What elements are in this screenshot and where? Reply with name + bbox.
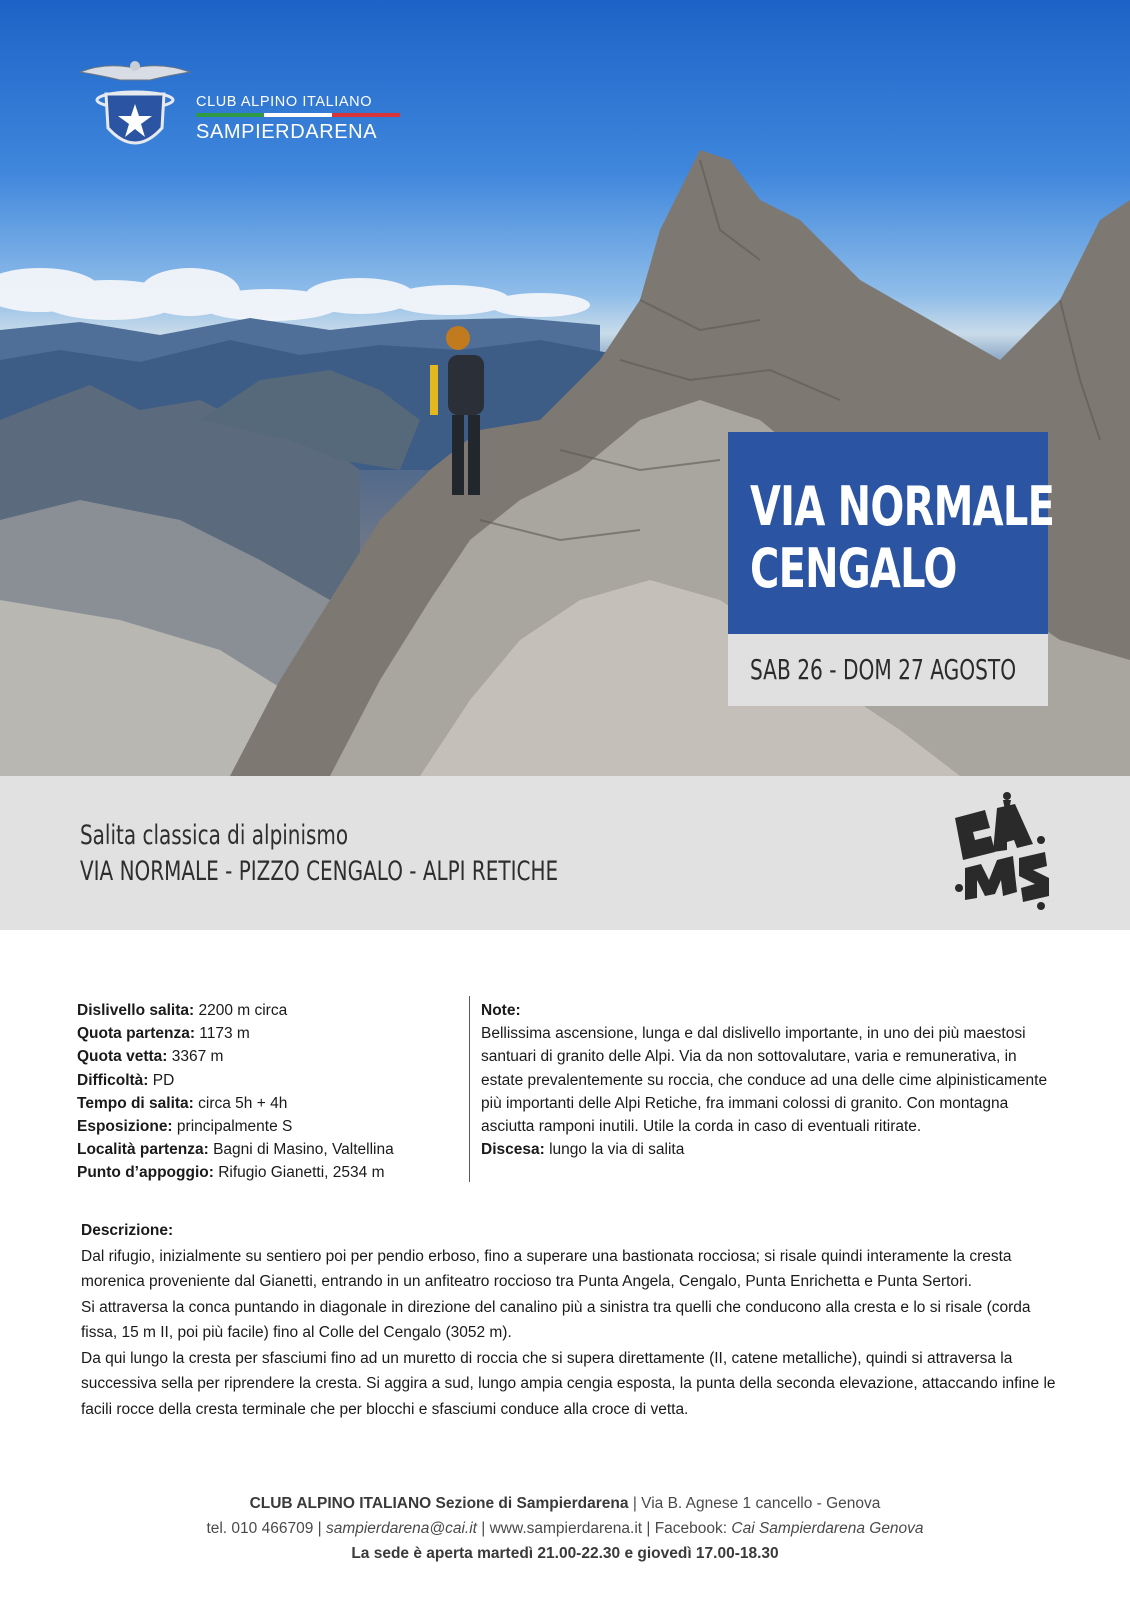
footer-phone: tel. 010 466709 [206, 1520, 314, 1537]
description-paragraph: Dal rifugio, inizialmente su sentiero poi per pendio erboso, fino a superare una bastionata rocciosa; si risale quindi interamente la cresta morenica proveniente dal Gianetti, entrando in un anfiteatro roccioso tra Punta Angela, Cengalo, Punta Enrichetta e Punta Sertori. [81, 1247, 1012, 1290]
detail-row [77, 1045, 457, 1068]
detail-label: Esposizione: [77, 1118, 173, 1136]
detail-row [77, 1022, 457, 1045]
route-name: VIA NORMALE - PIZZO CENGALO - ALPI RETICHE [80, 856, 559, 887]
detail-label: Quota partenza: [77, 1025, 195, 1043]
detail-label: Località partenza: [77, 1141, 209, 1159]
detail-row [77, 1115, 457, 1138]
footer-org: CLUB ALPINO ITALIANO Sezione di Sampierdarena [249, 1495, 629, 1512]
detail-value: principalmente S [172, 1118, 293, 1136]
detail-label: Quota vetta: [77, 1048, 168, 1066]
footer-opening-hours: La sede è aperta martedì 21.00-22.30 e giovedì 17.00-18.30 [351, 1545, 779, 1562]
detail-row [77, 1092, 457, 1115]
hero-photo [0, 0, 1130, 776]
footer: CLUB ALPINO ITALIANO Sezione di Sampierdarena | Via B. Agnese 1 cancello - Genova tel. 010 466709 | sampierdarena@cai.it | www.sampierdarena.it | Facebook: Cai Sampierdarena Genova La sede è aperta martedì 21.00-22.30 e giovedì 17.00-18.30 [206, 1495, 924, 1562]
detail-value: Rifugio Gianetti, 2534 m [213, 1164, 385, 1182]
notes-heading: Note: [481, 1002, 521, 1019]
trip-details [77, 999, 457, 1185]
column-divider [469, 996, 470, 1182]
event-title-line2: CENGALO [750, 537, 957, 600]
subtitle-band [0, 776, 1130, 930]
detail-row [77, 1138, 457, 1161]
detail-value: PD [148, 1071, 175, 1089]
logo-section-name: SAMPIERDARENA [196, 121, 378, 143]
detail-row [77, 1069, 457, 1092]
detail-value: circa 5h + 4h [193, 1094, 288, 1112]
notes-section [481, 999, 1051, 1161]
cai-logo [76, 58, 406, 168]
italian-flag-stripe [196, 113, 400, 117]
event-date-box [728, 634, 1048, 706]
footer-email-link[interactable]: sampierdarena@cai.it [325, 1520, 477, 1537]
logo-title: CLUB ALPINO ITALIANO [196, 94, 373, 110]
detail-label: Dislivello salita: [77, 1002, 195, 1019]
notes-text: Bellissima ascensione, lunga e dal dislivello importante, in uno dei più maestosi santuari di granito delle Alpi. Via da non sottovalutare, varia e remunerativa, in estate prevalentemente su roccia, che conduce ad una delle cime alpinisticamente più importanti delle Alpi Retiche, fra immani colossi di granito. Con montagna asciutta ramponi inutili. Utile la corda in caso di eventuali ritirate. [481, 1025, 1048, 1136]
detail-value: 2200 m circa [194, 1002, 288, 1019]
footer-facebook-link[interactable]: Cai Sampierdarena Genova [731, 1520, 924, 1537]
detail-label: Difficoltà: [77, 1071, 149, 1089]
detail-row [77, 1161, 457, 1184]
description-section [81, 1218, 1061, 1422]
description-paragraph: Si attraversa la conca puntando in diagonale in direzione del canalino più a sinistra tra quelli che conducono alla cresta e lo si risale (corda fissa, 15 m II, poi più facile) fino al Colle del Cengalo (3052 m). [81, 1298, 1031, 1341]
detail-label: Punto d’appoggio: [77, 1164, 214, 1182]
event-title-box [728, 432, 1055, 634]
event-date: SAB 26 - DOM 27 AGOSTO [750, 653, 1017, 686]
event-title-line1: VIA NORMALE [750, 475, 1055, 538]
footer-address: | Via B. Agnese 1 cancello - Genova [628, 1495, 881, 1512]
description-heading: Descrizione: [81, 1222, 174, 1239]
trip-type: Salita classica di alpinismo [80, 820, 349, 851]
detail-value: 1173 m [194, 1025, 250, 1043]
descent-label: Discesa: [481, 1141, 545, 1159]
detail-label: Tempo di salita: [77, 1094, 194, 1112]
gams-logo-icon [945, 788, 1055, 916]
detail-value: 3367 m [167, 1048, 224, 1066]
descent-value: lungo la via di salita [544, 1141, 685, 1159]
footer-website-link[interactable]: | www.sampierdarena.it | Facebook: [476, 1520, 732, 1537]
cai-eagle-emblem-icon [76, 58, 194, 162]
detail-row [77, 999, 457, 1022]
description-paragraph: Da qui lungo la cresta per sfasciumi fino ad un muretto di roccia che si supera direttamente (II, catene metalliche), quindi si attraversa la successiva sella per riprendere la cresta. Si aggira a sud, lungo ampia cengia esposta, la punta della seconda elevazione, attaccando infine le facili rocce della cresta terminale che per blocchi e sfasciumi conduce alla croce di vetta. [81, 1349, 1056, 1418]
detail-value: Bagni di Masino, Valtellina [208, 1141, 394, 1159]
